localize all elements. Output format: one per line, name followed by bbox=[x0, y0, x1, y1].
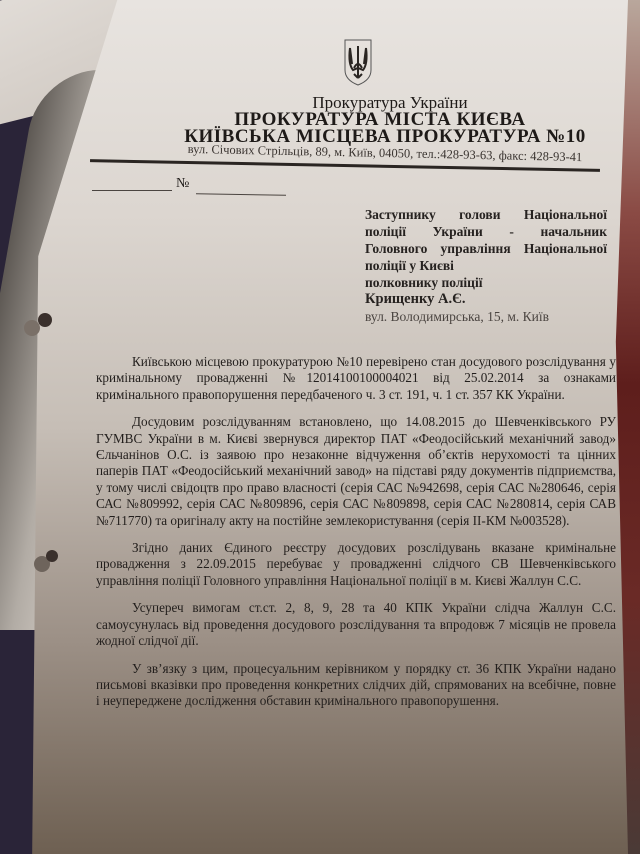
recipient-line-3: Головного управління Національної bbox=[365, 241, 607, 256]
body-paragraph: Згідно даних Єдиного реєстру досудових розслідувань вказане кримінальне провадження з 22.09.2015 перебуває у провадженні слідчого СВ Шевченківського управління поліції Головного управління Національної поліції в м. Києві Жаллун С.С. bbox=[96, 540, 616, 588]
recipient-address: вул. Володимирська, 15, м. Київ bbox=[365, 309, 549, 324]
recipient-name: Крищенку А.Є. bbox=[365, 291, 466, 307]
letter-body bbox=[96, 354, 616, 721]
punch-hole bbox=[38, 313, 52, 327]
number-blank-line bbox=[196, 193, 286, 196]
date-blank-line bbox=[92, 190, 172, 191]
recipient-rank: полковнику поліції bbox=[365, 275, 483, 290]
recipient-line-2: поліції України - начальник bbox=[365, 224, 607, 239]
trident-coat-of-arms-icon bbox=[343, 38, 373, 86]
punch-hole bbox=[46, 550, 58, 562]
letterhead-address: вул. Січових Стрільців, 89, м. Київ, 04050, тел.:428-93-63, факс: 428-93-41 bbox=[187, 141, 583, 165]
recipient-line-4: поліції у Києві bbox=[365, 258, 454, 273]
body-paragraph: У зв’язку з цим, процесуальним керівником у порядку ст. 36 КПК України надано письмові вказівки про проведення конкретних слідчих дій, спрямованих на всебічне, повне і неупереджене дослідження обставин кримінального правопорушення. bbox=[96, 660, 616, 709]
body-paragraph: Усупереч вимогам ст.ст. 2, 8, 9, 28 та 40 КПК України слідча Жаллун С.С. самоусунулась від проведення досудового розслідування та впродовж 7 місяців не провела жодної слідчої дії. bbox=[96, 600, 616, 649]
body-paragraph: Досудовим розслідуванням встановлено, що 14.08.2015 до Шевченківського РУ ГУМВС України в м. Києві звернувся директор ПАТ «Феодосійський механічний завод» Єльчанінов О.С. із заявою про незаконне відчуження об’єктів нерухомості та цінних паперів ПАТ «Феодосійський механічний завод» на підставі ряду документів підприємства, у тому числі свідоцтв про право власності (серія САС №942698, серія САС №280646, серія САС №809992, серія САС №809896, серія САС №809898, серія САС №280814, серія САВ №711770) та оригіналу акту на постійне землекористування (серія II-КМ №003528). bbox=[96, 414, 616, 528]
letterhead-line-1: Прокуратура України bbox=[312, 93, 468, 112]
body-paragraph: Київською місцевою прокуратурою №10 перевірено стан досудового розслідування у кримінальному провадженні №12014100100004021 від 25.02.2014 за ознаками кримінального правопорушення передбаченого ч. 3 ст. 191, ч. 1 ст. 357 КК України. bbox=[96, 354, 616, 402]
letterhead-line-3: КИЇВСЬКА МІСЦЕВА ПРОКУРАТУРА №10 bbox=[184, 126, 586, 147]
recipient-line-1: Заступнику голови Національної bbox=[365, 207, 607, 222]
recipient-block bbox=[365, 206, 607, 325]
number-sign: № bbox=[176, 176, 190, 191]
letterhead-line-2: ПРОКУРАТУРА МІСТА КИЄВА bbox=[234, 109, 526, 130]
